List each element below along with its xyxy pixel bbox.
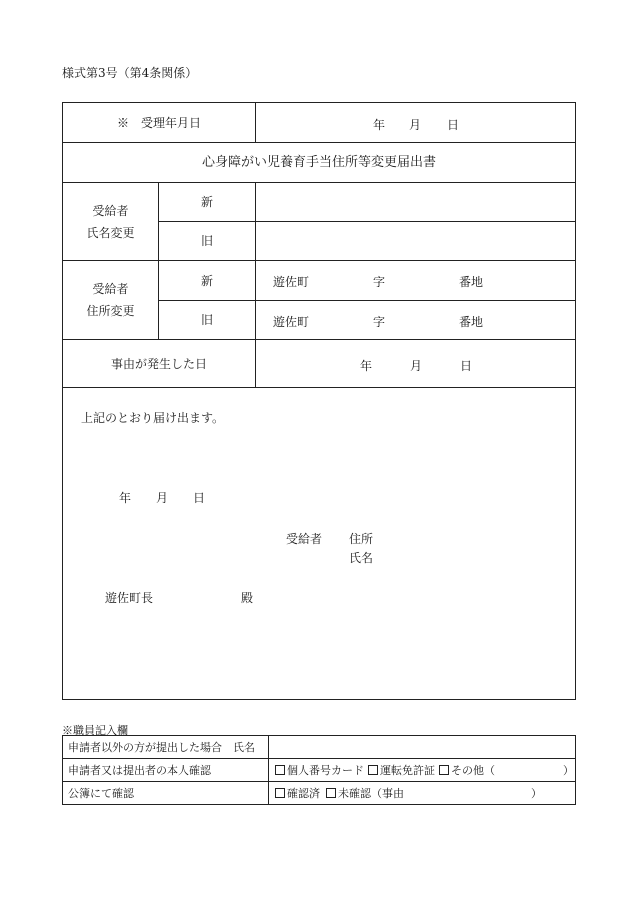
registry-check-label: 公簿にて確認 — [68, 787, 134, 800]
address-old-label: 旧 — [200, 313, 213, 327]
recipient-address-label: 住所 — [349, 532, 374, 546]
mynumber-card-checkbox[interactable] — [275, 765, 285, 775]
event-month: 月 — [410, 359, 423, 373]
application-form — [62, 102, 576, 700]
row-divider — [63, 387, 575, 388]
honorific-dono: 殿 — [241, 591, 254, 605]
receipt-month: 月 — [409, 118, 422, 132]
event-date-field[interactable] — [256, 340, 575, 387]
address-new-label: 新 — [200, 273, 213, 288]
unverified-checkbox[interactable] — [326, 788, 336, 798]
declaration-month: 月 — [156, 491, 169, 505]
address-change-label: 受給者 住所変更 — [86, 282, 135, 318]
other-id-checkbox[interactable] — [439, 765, 449, 775]
identity-check-label: 申請者又は提出者の本人確認 — [68, 764, 211, 777]
old-address-field[interactable] — [256, 301, 575, 339]
old-town: 遊佐町 — [273, 315, 310, 329]
new-aza: 字 — [373, 275, 386, 289]
col-divider — [255, 103, 256, 142]
name-change-label: 受給者 氏名変更 — [86, 203, 135, 240]
identity-options: 個人番号カード 運転免許証 その他（ — [275, 759, 495, 781]
new-name-field[interactable] — [256, 183, 575, 221]
event-day: 日 — [460, 359, 473, 373]
other-id-close-paren: ） — [563, 764, 574, 777]
new-banchi: 番地 — [459, 275, 484, 289]
recipient-label: 受給者 — [286, 532, 323, 546]
form-title: 心身障がい児養育手当住所等変更届出書 — [201, 154, 436, 170]
declaration-year: 年 — [119, 491, 132, 505]
drivers-license-checkbox[interactable] — [368, 765, 378, 775]
event-date-label: 事由が発生した日 — [110, 356, 207, 371]
old-name-field[interactable] — [256, 222, 575, 260]
receipt-date-label: ※ 受理年月日 — [116, 115, 201, 130]
event-year: 年 — [360, 359, 373, 373]
old-banchi: 番地 — [459, 315, 484, 329]
form-number-label: 様式第3号（第4条関係） — [62, 66, 198, 80]
receipt-day: 日 — [447, 118, 460, 132]
name-old-label: 旧 — [200, 234, 213, 248]
staff-section-title: ※職員記入欄 — [62, 724, 128, 737]
staff-table — [62, 735, 576, 805]
registry-options: 確認済 未確認（事由 — [275, 782, 404, 804]
new-address-field[interactable] — [256, 261, 575, 300]
declaration-text: 上記のとおり届け出ます。 — [81, 411, 225, 425]
proxy-submitter-name-field[interactable] — [269, 736, 575, 758]
name-new-label: 新 — [200, 195, 213, 209]
unverified-close-paren: ） — [531, 787, 542, 800]
mayor-label: 遊佐町長 — [105, 591, 154, 605]
declaration-day: 日 — [193, 491, 206, 505]
recipient-name-label: 氏名 — [349, 551, 374, 565]
old-aza: 字 — [373, 315, 386, 329]
proxy-submitter-label: 申請者以外の方が提出した場合 氏名 — [68, 741, 255, 754]
receipt-year: 年 — [373, 118, 386, 132]
new-town: 遊佐町 — [273, 275, 310, 289]
verified-checkbox[interactable] — [275, 788, 285, 798]
